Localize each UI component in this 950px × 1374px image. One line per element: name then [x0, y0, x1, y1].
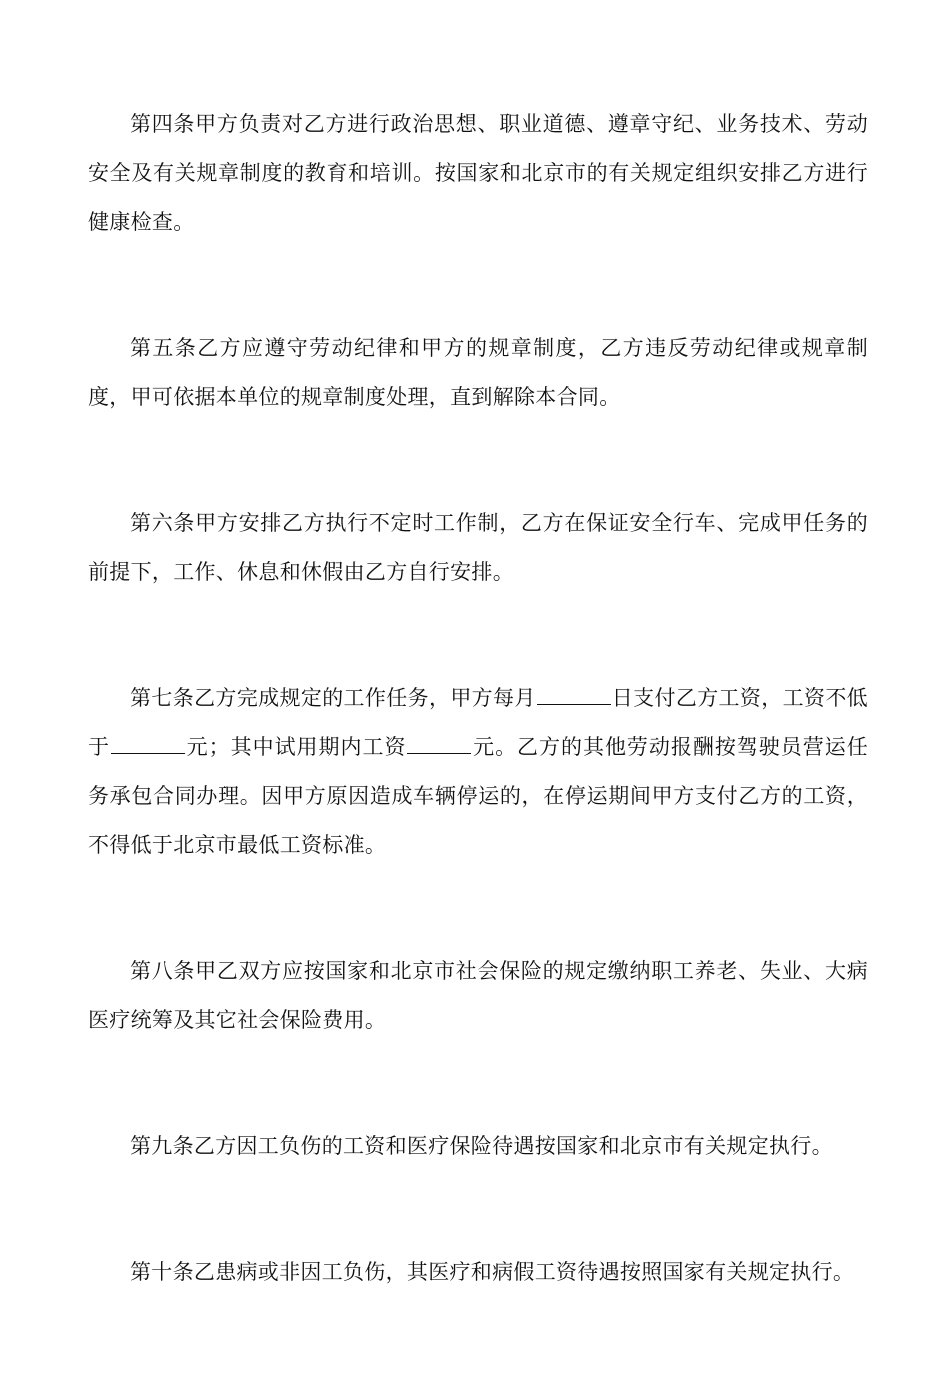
article-4-paragraph: 第四条甲方负责对乙方进行政治思想、职业道德、遵章守纪、业务技术、劳动安全及有关规章制度的教育和培训。按国家和北京市的有关规定组织安排乙方进行健康检查。 [88, 112, 868, 234]
pay-day-blank[interactable] [537, 682, 611, 705]
article-7-text-part2: 日支付乙方工资，工资不低于 [88, 686, 868, 759]
article-8-paragraph: 第八条甲乙双方应按国家和北京市社会保险的规定缴纳职工养老、失业、大病医疗统筹及其它社会保险费用。 [88, 959, 868, 1032]
article-7-text-part4: 元。乙方的其他劳动报酬按驾驶员营运任务承包合同办理。因甲方原因造成车辆停运的，在停运期间甲方支付乙方的工资，不得低于北京市最低工资标准。 [88, 735, 868, 857]
article-9-paragraph: 第九条乙方因工负伤的工资和医疗保险待遇按国家和北京市有关规定执行。 [130, 1134, 833, 1158]
minimum-wage-blank[interactable] [111, 731, 185, 754]
contract-page [88, 100, 868, 1374]
article-6-paragraph: 第六条甲方安排乙方执行不定时工作制，乙方在保证安全行车、完成甲任务的前提下，工作、休息和休假由乙方自行安排。 [88, 511, 868, 584]
probation-wage-blank[interactable] [407, 731, 471, 754]
article-7-text-part3: 元；其中试用期内工资 [185, 735, 407, 759]
article-7-paragraph [88, 674, 868, 870]
article-5-paragraph: 第五条乙方应遵守劳动纪律和甲方的规章制度，乙方违反劳动纪律或规章制度，甲可依据本单位的规章制度处理，直到解除本合同。 [88, 336, 868, 409]
article-7-text-part1: 第七条乙方完成规定的工作任务，甲方每月 [130, 686, 536, 710]
article-10-paragraph: 第十条乙患病或非因工负伤，其医疗和病假工资待遇按照国家有关规定执行。 [130, 1260, 855, 1284]
